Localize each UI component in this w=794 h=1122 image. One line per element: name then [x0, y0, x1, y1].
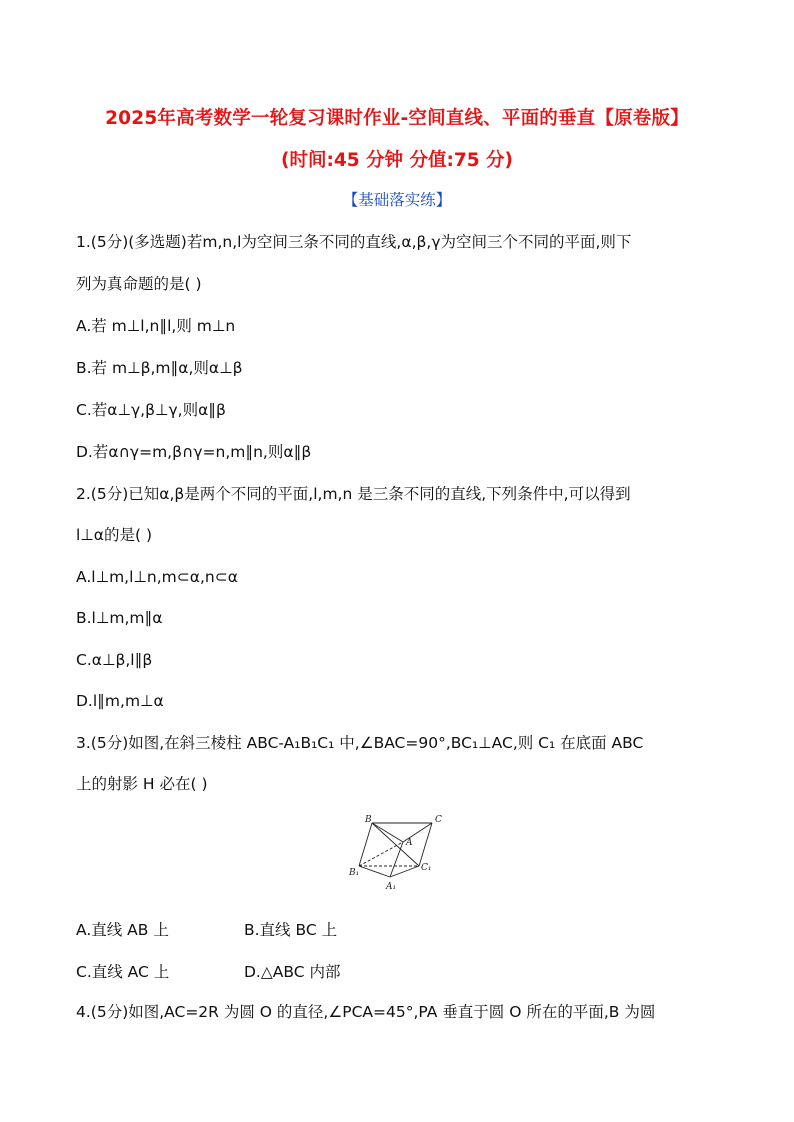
label-c: C [435, 815, 442, 825]
edge-a1c1 [390, 866, 419, 877]
q3-option-c: C.直线 AC 上 [76, 963, 170, 981]
q2-option-b: B.l⊥m,m∥α [76, 609, 163, 627]
edge-aa1 [390, 842, 403, 877]
q2-stem-line2: l⊥α的是( ) [76, 526, 153, 544]
section-heading: 【基础落实练】 [342, 191, 452, 209]
prism-figure [345, 812, 445, 894]
label-a: A [406, 838, 413, 848]
q2-option-d: D.l∥m,m⊥α [76, 692, 164, 710]
label-a1: A₁ [386, 882, 397, 892]
q3-option-d: D.△ABC 内部 [244, 963, 341, 981]
q1-stem-line1: 1.(5分)(多选题)若m,n,l为空间三条不同的直线,α,β,γ为空间三个不同的平面,则下 [76, 233, 632, 251]
edge-b1a1 [359, 866, 390, 877]
q2-stem-line1: 2.(5分)已知α,β是两个不同的平面,l,m,n 是三条不同的直线,下列条件中,可以得到 [76, 485, 631, 503]
label-b1: B₁ [349, 868, 360, 878]
q1-option-c: C.若α⊥γ,β⊥γ,则α∥β [76, 401, 226, 419]
q1-option-b: B.若 m⊥β,m∥α,则α⊥β [76, 359, 243, 377]
q3-stem-line2: 上的射影 H 必在( ) [76, 775, 208, 793]
edge-ba [372, 823, 403, 842]
edge-cc1 [419, 823, 432, 866]
worksheet-subtitle: (时间:45 分钟 分值:75 分) [280, 150, 514, 171]
q3-stem-line1: 3.(5分)如图,在斜三棱柱 ABC-A₁B₁C₁ 中,∠BAC=90°,BC₁⊥AC,则 C₁ 在底面 ABC [76, 734, 644, 752]
q1-option-d: D.若α∩γ=m,β∩γ=n,m∥n,则α∥β [76, 443, 312, 461]
q4-stem-line1: 4.(5分)如图,AC=2R 为圆 O 的直径,∠PCA=45°,PA 垂直于圆 O 所在的平面,B 为圆 [76, 1003, 656, 1021]
q1-option-a: A.若 m⊥l,n∥l,则 m⊥n [76, 317, 236, 335]
q3-option-b: B.直线 BC 上 [244, 921, 338, 939]
q3-option-a: A.直线 AB 上 [76, 921, 169, 939]
q1-stem-line2: 列为真命题的是( ) [76, 275, 202, 293]
q2-option-c: C.α⊥β,l∥β [76, 651, 153, 669]
label-b: B [365, 815, 372, 825]
worksheet-title: 2025年高考数学一轮复习课时作业-空间直线、平面的垂直【原卷版】 [105, 108, 689, 129]
label-c1: C₁ [421, 863, 432, 873]
q2-option-a: A.l⊥m,l⊥n,m⊂α,n⊂α [76, 568, 238, 586]
